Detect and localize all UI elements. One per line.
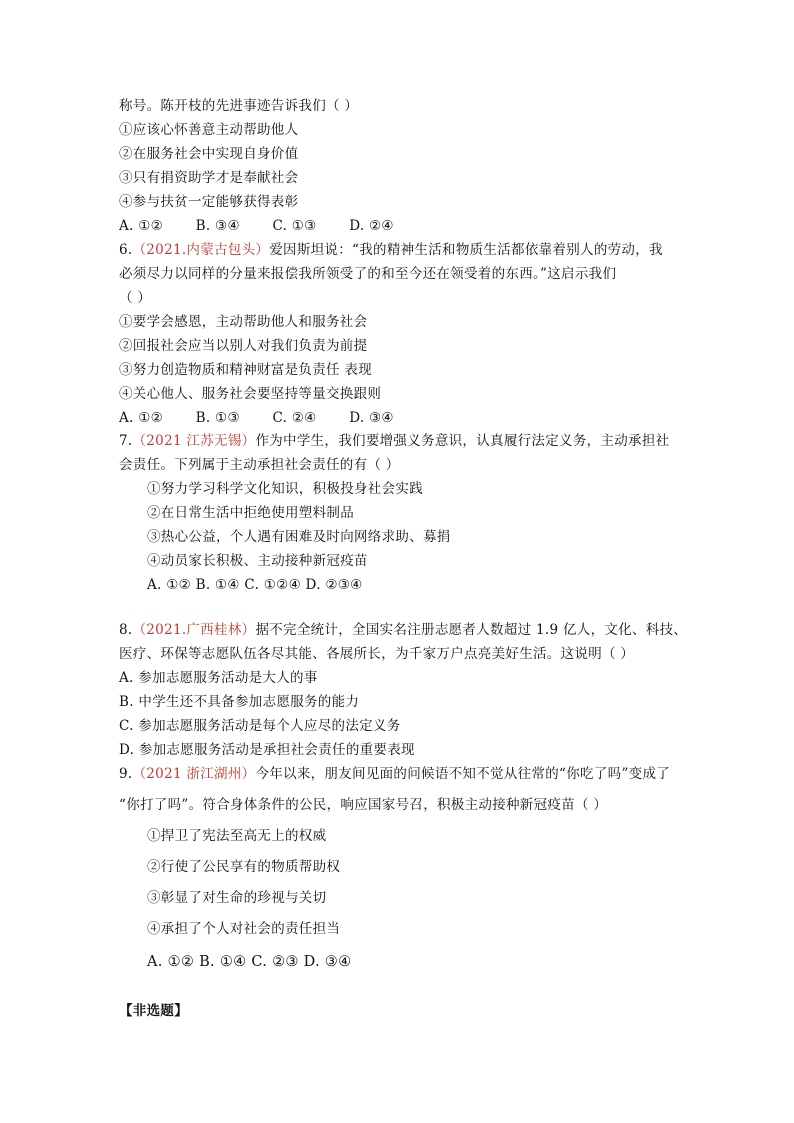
q6-source: （2021.内蒙古包头） [132, 242, 270, 258]
q5-answer-a: A. ①② [119, 218, 164, 234]
q6-option-4: ④关心他人、服务社会要坚持等量交换跟则 [119, 386, 382, 402]
q6-option-3: ③努力创造物质和精神财富是负责任 表现 [119, 362, 372, 378]
q7-option-1: ①努力学习科学文化知识，积极投身社会实践 [147, 481, 423, 497]
q7-source: （2021 江苏无锡） [132, 433, 256, 449]
q6-answer-a: A. ①② [119, 410, 164, 426]
q6-text-1: 爱因斯坦说：“我的精神生活和物质生活都依靠着别人的劳动，我 [269, 242, 663, 258]
q8-source: （2021.广西桂林） [132, 622, 256, 638]
q5-stem: 称号。陈开枝的先进事迹告诉我们（ ） [119, 98, 359, 114]
q5-answer-b: B. ③④ [195, 218, 240, 234]
q6-answer-b: B. ①③ [195, 410, 240, 426]
section-heading: 【非选题】 [119, 1003, 188, 1019]
q6-answer-d: D. ③④ [349, 410, 394, 426]
q6-answer-c: C. ②④ [272, 410, 317, 426]
q8-option-a: A. 参加志愿服务活动是大人的事 [119, 670, 318, 686]
q6-option-2: ②回报社会应当以别人对我们负责为前提 [119, 338, 368, 354]
q5-option-4: ④参与扶贫一定能够获得表彰 [119, 194, 299, 210]
q8-stem-line-2: 医疗、环保等志愿队伍各尽其能、各展所长，为千家万户点亮美好生活。这说明（ ） [119, 646, 635, 662]
q9-option-2: ②行使了公民享有的物质帮助权 [147, 859, 341, 875]
q9-number: 9. [119, 766, 133, 782]
q9-option-1: ①捍卫了宪法至高无上的权威 [147, 828, 327, 844]
q9-stem-line-1 [119, 764, 670, 784]
q6-number: 6. [119, 242, 133, 258]
q8-text-1: 据不完全统计，全国实名注册志愿者人数超过 1.9 亿人，文化、科技、 [255, 622, 688, 638]
q9-answers: A. ①② B. ①④ C. ②③ D. ③④ [147, 954, 352, 970]
q9-stem-line-2: “你打了吗”。符合身体条件的公民，响应国家号召，积极主动接种新冠疫苗（ ） [119, 797, 608, 813]
q7-text-1: 作为中学生，我们要增强义务意识，认真履行法定义务，主动承担社 [255, 433, 670, 449]
q5-answer-c: C. ①③ [272, 218, 317, 234]
q8-option-d: D. 参加志愿服务活动是承担社会责任的重要表现 [119, 742, 415, 758]
q7-stem-line-1 [119, 431, 669, 451]
q5-answers [119, 216, 394, 236]
q6-stem-line-3: （ ） [119, 290, 152, 306]
q9-text-1: 今年以来，朋友间见面的问候语不知不觉从往常的“你吃了吗”变成了 [255, 766, 671, 782]
q5-option-1: ①应该心怀善意主动帮助他人 [119, 122, 299, 138]
q9-source: （2021 浙江湖州） [132, 766, 256, 782]
q9-option-4: ④承担了个人对社会的责任担当 [147, 921, 341, 937]
q7-number: 7. [119, 433, 133, 449]
q8-option-b: B. 中学生还不具备参加志愿服务的能力 [119, 694, 360, 710]
q6-answers [119, 408, 394, 428]
q5-option-3: ③只有捐资助学才是奉献社会 [119, 170, 299, 186]
q7-option-3: ③热心公益，个人遇有困难及时向网络求助、募捐 [147, 529, 451, 545]
q7-option-2: ②在日常生活中拒绝使用塑料制品 [147, 505, 354, 521]
q6-stem-line-1 [119, 240, 663, 260]
q6-option-1: ①要学会感恩，主动帮助他人和服务社会 [119, 314, 368, 330]
q8-option-c: C. 参加志愿服务活动是每个人应尽的法定义务 [119, 718, 401, 734]
q5-option-2: ②在服务社会中实现自身价值 [119, 146, 299, 162]
q6-stem-line-2: 必须尽力以同样的分量来报偿我所领受了的和至今还在领受着的东西。”这启示我们 [119, 266, 617, 282]
q9-option-3: ③彰显了对生命的珍视与关切 [147, 890, 327, 906]
q7-answers: A. ①② B. ①④ C. ①②④ D. ②③④ [147, 577, 363, 593]
q7-option-4: ④动员家长积极、主动接种新冠疫苗 [147, 553, 368, 569]
q8-stem-line-1 [119, 620, 687, 640]
q7-stem-line-2: 会责任。下列属于主动承担社会责任的有（ ） [119, 457, 400, 473]
q8-number: 8. [119, 622, 133, 638]
q5-answer-d: D. ②④ [349, 218, 394, 234]
